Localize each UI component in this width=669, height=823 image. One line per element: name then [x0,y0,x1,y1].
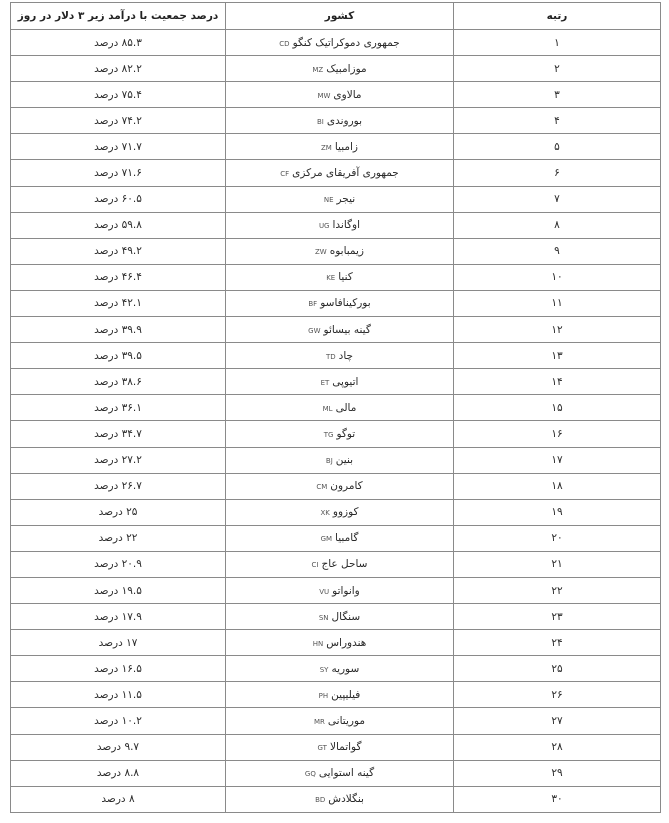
percent-cell: ۳۹.۵ درصد [11,343,226,369]
country-code: ZW [315,248,327,257]
rank-cell: ۲۹ [454,760,661,786]
country-cell [226,30,454,56]
percent-cell: ۳۴.۷ درصد [11,421,226,447]
percent-cell: ۸۲.۲ درصد [11,56,226,82]
country-name: گینه بیسائو [323,323,371,336]
table-row [11,421,661,447]
table-row [11,656,661,682]
country-name: زامبیا [334,140,358,153]
country-name: ساحل عاج [321,558,368,571]
country-code: TG [323,430,334,439]
rank-cell: ۲۵ [454,656,661,682]
country-code: BF [308,300,318,309]
percent-cell: ۳۶.۱ درصد [11,395,226,421]
rank-cell: ۱۵ [454,395,661,421]
table-row [11,682,661,708]
rank-cell: ۱۲ [454,317,661,343]
country-cell [226,395,454,421]
country-name: وانواتو [332,584,360,597]
table-row [11,82,661,108]
table-row [11,473,661,499]
table-row [11,369,661,395]
rank-cell: ۲ [454,56,661,82]
percent-cell: ۸.۸ درصد [11,760,226,786]
percent-cell: ۱۹.۵ درصد [11,577,226,603]
percent-cell: ۵۹.۸ درصد [11,212,226,238]
rank-cell: ۲۶ [454,682,661,708]
percent-cell: ۱۷.۹ درصد [11,604,226,630]
table-row [11,577,661,603]
percent-cell: ۷۵.۴ درصد [11,82,226,108]
rank-cell: ۴ [454,108,661,134]
country-cell [226,525,454,551]
country-code: PH [318,691,329,700]
rank-cell: ۱۷ [454,447,661,473]
country-code: SN [318,613,329,622]
country-code: CF [280,170,290,179]
table-row [11,499,661,525]
country-cell [226,421,454,447]
country-cell [226,343,454,369]
rank-cell: ۲۱ [454,551,661,577]
percent-cell: ۲۵ درصد [11,499,226,525]
country-name: جمهوری آفریقای مرکزی [292,167,399,180]
country-cell [226,82,454,108]
country-code: CI [311,561,319,570]
country-name: سوریه [331,662,360,675]
country-cell [226,656,454,682]
country-name: سنگال [331,610,361,623]
table-row [11,525,661,551]
rank-cell: ۲۸ [454,734,661,760]
country-code: ML [322,404,333,413]
rank-cell: ۱۶ [454,421,661,447]
percent-cell: ۶۰.۵ درصد [11,186,226,212]
country-cell [226,134,454,160]
rank-cell: ۲۰ [454,525,661,551]
country-cell [226,577,454,603]
rank-cell: ۳۰ [454,786,661,812]
percent-cell: ۲۶.۷ درصد [11,473,226,499]
country-code: ZM [321,143,332,152]
percent-cell: ۱۷ درصد [11,630,226,656]
country-code: ET [320,378,330,387]
poverty-ranking-table [10,2,661,813]
rank-cell: ۲۲ [454,577,661,603]
country-cell [226,551,454,577]
country-cell [226,238,454,264]
table-row [11,708,661,734]
percent-cell: ۴۹.۲ درصد [11,238,226,264]
country-cell [226,786,454,812]
country-name: گامبیا [335,532,359,545]
percent-cell: ۷۴.۲ درصد [11,108,226,134]
country-name: مالاوی [333,88,362,101]
header-rank: رتبه [454,3,661,30]
country-cell [226,56,454,82]
country-code: TD [325,352,336,361]
rank-cell: ۱۰ [454,264,661,290]
rank-cell: ۷ [454,186,661,212]
table-row [11,264,661,290]
country-name: چاد [338,349,354,362]
country-code: VU [319,587,330,596]
header-percent: درصد جمعیت با درآمد زیر ۳ دلار در روز [11,3,226,30]
country-cell [226,290,454,316]
country-name: هندوراس [326,636,367,649]
table-row [11,186,661,212]
country-cell [226,682,454,708]
country-cell [226,160,454,186]
table-row [11,30,661,56]
country-cell [226,734,454,760]
country-cell [226,264,454,290]
table-row [11,630,661,656]
country-name: اتیوپی [332,375,359,388]
country-cell [226,604,454,630]
country-name: مالی [335,401,357,414]
country-code: BJ [325,457,333,466]
rank-cell: ۱۱ [454,290,661,316]
rank-cell: ۸ [454,212,661,238]
rank-cell: ۱۴ [454,369,661,395]
country-code: MR [314,717,325,726]
rank-cell: ۵ [454,134,661,160]
rank-cell: ۱۳ [454,343,661,369]
country-name: جمهوری دموکراتیک کنگو [292,36,400,49]
table-row [11,760,661,786]
country-cell [226,369,454,395]
country-code: GW [308,326,321,335]
table-row [11,290,661,316]
country-name: نیجر [336,193,356,206]
country-code: SY [319,665,329,674]
country-name: اوگاندا [332,219,361,232]
table-header-row [11,3,661,30]
country-cell [226,473,454,499]
country-name: بورکینافاسو [320,297,371,310]
percent-cell: ۲۷.۲ درصد [11,447,226,473]
country-cell [226,317,454,343]
country-cell [226,630,454,656]
rank-cell: ۱۹ [454,499,661,525]
table-row [11,317,661,343]
rank-cell: ۱۸ [454,473,661,499]
table-row [11,734,661,760]
rank-cell: ۳ [454,82,661,108]
percent-cell: ۱۰.۲ درصد [11,708,226,734]
country-name: موزامبیک [326,62,367,75]
table-row [11,56,661,82]
percent-cell: ۳۸.۶ درصد [11,369,226,395]
country-name: کوزوو [332,506,359,519]
percent-cell: ۱۱.۵ درصد [11,682,226,708]
rank-cell: ۲۳ [454,604,661,630]
country-name: فیلیپین [331,688,361,701]
country-code: CD [279,39,290,48]
country-name: بنگلادش [328,793,364,806]
table-row [11,786,661,812]
country-code: KE [326,274,336,283]
rank-cell: ۲۷ [454,708,661,734]
percent-cell: ۷۱.۶ درصد [11,160,226,186]
rank-cell: ۲۴ [454,630,661,656]
country-cell [226,760,454,786]
country-code: XK [320,509,330,518]
table-row [11,551,661,577]
country-code: HN [312,639,324,648]
country-code: GM [320,535,333,544]
country-code: GQ [304,770,316,779]
table-row [11,134,661,160]
table-row [11,238,661,264]
percent-cell: ۸۵.۳ درصد [11,30,226,56]
country-cell [226,708,454,734]
country-name: گواتمالا [329,741,362,754]
country-name: بوروندی [326,114,362,127]
percent-cell: ۸ درصد [11,786,226,812]
table-row [11,604,661,630]
country-cell [226,108,454,134]
table-row [11,343,661,369]
rank-cell: ۶ [454,160,661,186]
table-row [11,108,661,134]
country-name: زیمبابوه [329,245,364,258]
country-code: NE [323,196,334,205]
country-cell [226,447,454,473]
country-code: MW [317,91,331,100]
percent-cell: ۹.۷ درصد [11,734,226,760]
country-cell [226,186,454,212]
table-row [11,395,661,421]
country-code: BI [316,117,324,126]
country-code: GT [317,744,327,753]
country-code: BD [315,796,326,805]
rank-cell: ۹ [454,238,661,264]
country-name: کامرون [330,480,363,493]
percent-cell: ۴۲.۱ درصد [11,290,226,316]
percent-cell: ۲۰.۹ درصد [11,551,226,577]
table-body [11,30,661,813]
country-cell [226,212,454,238]
country-name: توگو [336,427,356,440]
table-row [11,212,661,238]
country-name: گینه استوایی [318,767,375,780]
header-country: کشور [226,3,454,30]
country-name: کنیا [338,271,353,284]
country-code: UG [318,222,330,231]
rank-cell: ۱ [454,30,661,56]
percent-cell: ۱۶.۵ درصد [11,656,226,682]
table-row [11,447,661,473]
country-name: بنین [335,454,354,467]
country-code: MZ [312,65,324,74]
percent-cell: ۲۲ درصد [11,525,226,551]
country-cell [226,499,454,525]
country-name: موریتانی [327,714,365,727]
table-row [11,160,661,186]
country-code: CM [316,483,328,492]
percent-cell: ۷۱.۷ درصد [11,134,226,160]
percent-cell: ۳۹.۹ درصد [11,317,226,343]
percent-cell: ۴۶.۴ درصد [11,264,226,290]
